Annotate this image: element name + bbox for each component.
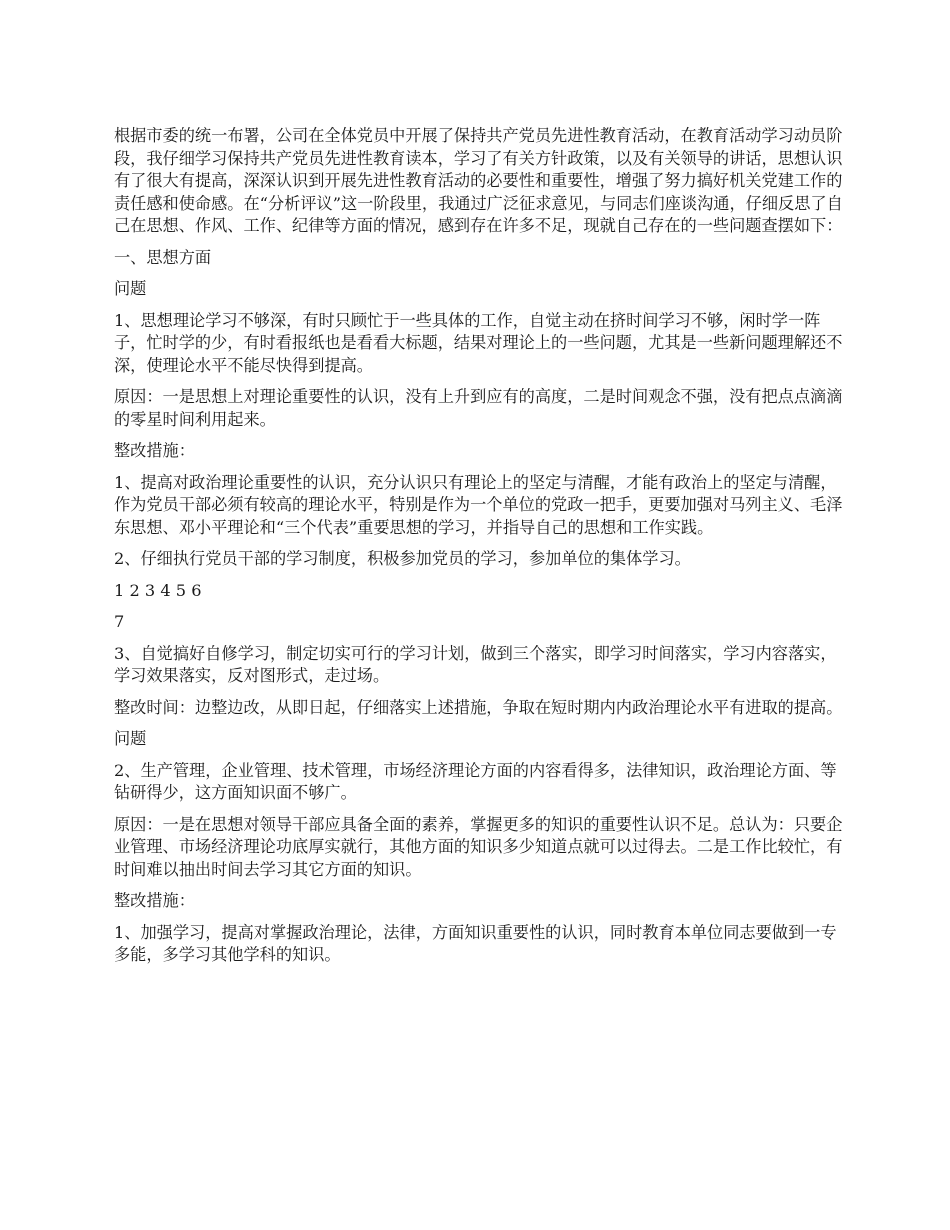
section-heading-thought: 一、思想方面	[114, 247, 212, 267]
document-body	[114, 125, 844, 976]
problem-label-2: 问题	[114, 729, 147, 748]
page-number-7: 7	[114, 612, 125, 631]
measures-label: 整改措施：	[114, 441, 195, 460]
problem-1-text: 1、思想理论学习不够深，有时只顾忙于一些具体的工作，自觉主动在挤时间学习不够，闲时学一阵子，忙时学的少，有时看报纸也是看看大标题，结果对理论上的一些问题，尤其是一些新问题理解还不深，使理论水平不能尽快得到提高。	[114, 310, 843, 375]
problem-2-text: 2、生产管理，企业管理、技术管理，市场经济理论方面的内容看得多，法律知识，政治理论方面、等钻研得少，这方面知识面不够广。	[114, 760, 837, 802]
measures-label-2: 整改措施：	[114, 891, 195, 910]
intro-paragraph: 根据市委的统一布署，公司在全体党员中开展了保持共产党员先进性教育活动，在教育活动学习动员阶段，我仔细学习保持共产党员先进性教育读本，学习了有关方针政策，以及有关领导的讲话，思想认识有了很大有提高，深深认识到开展先进性教育活动的必要性和重要性，增强了努力搞好机关党建工作的责任感和使命感。在“分析评议”这一阶段里，我通过广泛征求意见，与同志们座谈沟通，仔细反思了自己在思想、作风、工作、纪律等方面的情况，感到存在许多不足，现就自己存在的一些问题查摆如下：	[114, 126, 843, 235]
cause-text: 原因：一是思想上对理论重要性的认识，没有上升到应有的高度，二是时间观念不强，没有把点点滴滴的零星时间利用起来。	[114, 387, 843, 429]
measure-3-text: 3、自觉搞好自修学习，制定切实可行的学习计划，做到三个落实，即学习时间落实，学习内容落实，学习效果落实，反对图形式，走过场。	[114, 643, 837, 685]
problem-label: 问题	[114, 279, 147, 298]
cause-text-2: 原因：一是在思想对领导干部应具备全面的素养，掌握更多的知识的重要性认识不足。总认为：只要企业管理、市场经济理论功底厚实就行，其他方面的知识多少知道点就可以过得去。二是工作比较忙，有时间难以抽出时间去学习其它方面的知识。	[114, 814, 843, 879]
rectification-time-text: 整改时间：边整边改，从即日起，仔细落实上述措施，争取在短时期内内政治理论水平有进取的提高。	[114, 697, 843, 717]
measure-1-text: 1、提高对政治理论重要性的认识，充分认识只有理论上的坚定与清醒，才能有政治上的坚定与清醒，作为党员干部必须有较高的理论水平，特别是作为一个单位的党政一把手，更要加强对马列主义、毛泽东思想、邓小平理论和“三个代表”重要思想的学习，并指导自己的思想和工作实践。	[114, 472, 843, 537]
measure-2-text: 2、仔细执行党员干部的学习制度，积极参加党员的学习，参加单位的集体学习。	[114, 549, 691, 568]
measure-1-text-2: 1、加强学习，提高对掌握政治理论，法律，方面知识重要性的认识，同时教育本单位同志要做到一专多能，多学习其他学科的知识。	[114, 922, 837, 964]
page-numbers-line: 1 2 3 4 5 6	[114, 580, 202, 600]
